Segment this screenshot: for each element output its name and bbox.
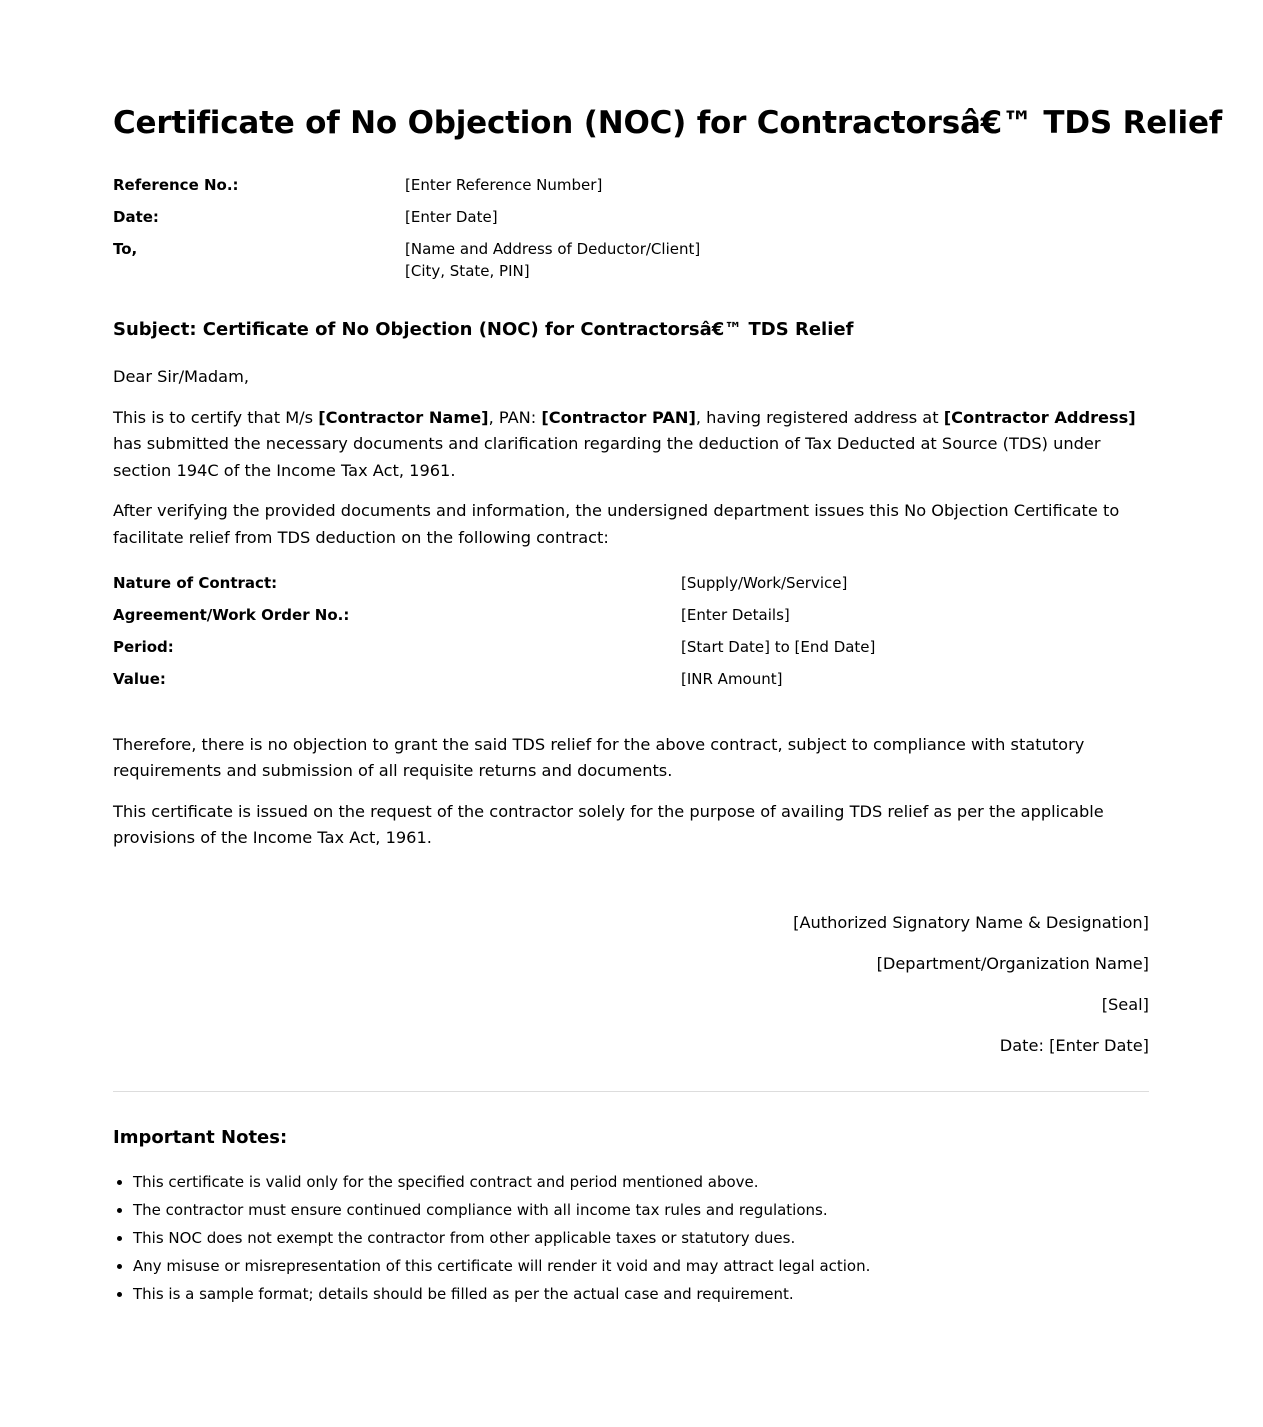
recipient-address-line-1: [Name and Address of Deductor/Client] <box>405 240 701 258</box>
recipient-address <box>405 238 1149 282</box>
list-item: • This NOC does not exempt the contractor from other applicable taxes or statutory dues. <box>133 1224 1149 1252</box>
work-order-value: [Enter Details] <box>681 605 790 624</box>
reference-value: [Enter Reference Number] <box>405 176 603 194</box>
signature-block <box>113 910 1149 1059</box>
seal-placeholder: [Seal] <box>1101 994 1149 1014</box>
para1-text-1: This is to certify that M/s <box>113 407 319 427</box>
certification-paragraph <box>113 405 1149 485</box>
recipient-label: To, <box>113 240 138 258</box>
notes-heading: Important Notes: <box>113 1126 288 1148</box>
para1-text-4: has submitted the necessary documents and clarification regarding the deduction of Tax Deducted at Source (TDS) under section 194C of the Income Tax Act, 1961. <box>113 434 1101 480</box>
issuance-paragraph: This certificate is issued on the request of the contractor solely for the purpose of availing TDS relief as per the applicable provisions of the Income Tax Act, 1961. <box>113 801 1104 848</box>
period-label: Period: <box>113 637 174 656</box>
salutation: Dear Sir/Madam, <box>113 367 250 386</box>
list-item: • This certificate is valid only for the specified contract and period mentioned above. <box>133 1168 1149 1196</box>
notes-list <box>113 1168 1149 1308</box>
contract-value-value: [INR Amount] <box>681 669 783 688</box>
recipient-address-line-2: [City, State, PIN] <box>405 262 530 280</box>
contractor-address: [Contractor Address] <box>943 407 1136 427</box>
contractor-pan: [Contractor PAN] <box>541 407 696 427</box>
contractor-name: [Contractor Name] <box>318 407 489 427</box>
list-item: • Any misuse or misrepresentation of this certificate will render it void and may attract legal action. <box>133 1252 1149 1280</box>
contract-nature-label: Nature of Contract: <box>113 573 278 592</box>
date-value: [Enter Date] <box>405 208 498 226</box>
signature-date: Date: [Enter Date] <box>999 1035 1149 1055</box>
verification-paragraph: After verifying the provided documents and information, the undersigned department issues this No Objection Certificate to facilitate relief from TDS deduction on the following contract: <box>113 501 1120 547</box>
document-title: Certificate of No Objection (NOC) for Contractorsâ€™ TDS Relief <box>113 105 1223 141</box>
recipient-row <box>113 238 1149 282</box>
contract-row <box>113 636 1149 668</box>
para1-text-3: , having registered address at <box>695 407 944 427</box>
certificate-document <box>113 0 1223 1308</box>
reference-label: Reference No.: <box>113 176 239 194</box>
no-objection-paragraph: Therefore, there is no objection to grant the said TDS relief for the above contract, subject to compliance with statutory requirements and submission of all requisite returns and documents. <box>113 734 1085 781</box>
date-label: Date: <box>113 208 159 226</box>
date-row <box>113 206 1149 238</box>
list-item: • The contractor must ensure continued compliance with all income tax rules and regulations. <box>133 1196 1149 1224</box>
list-item: • This is a sample format; details should be filled as per the actual case and requirement. <box>133 1280 1149 1308</box>
subject-heading: Subject: Certificate of No Objection (NOC) for Contractorsâ€™ TDS Relief <box>113 319 854 340</box>
contract-nature-value: [Supply/Work/Service] <box>681 573 848 592</box>
signatory-name: [Authorized Signatory Name & Designation] <box>793 912 1149 932</box>
header-meta-table <box>113 174 1149 282</box>
contract-row <box>113 604 1149 636</box>
section-divider <box>113 1091 1149 1092</box>
period-value: [Start Date] to [End Date] <box>681 637 876 656</box>
contract-value-label: Value: <box>113 669 166 688</box>
work-order-label: Agreement/Work Order No.: <box>113 605 350 624</box>
para1-text-2: , PAN: <box>488 407 542 427</box>
contract-details-table <box>113 572 1149 700</box>
reference-row <box>113 174 1149 206</box>
department-name: [Department/Organization Name] <box>876 953 1149 973</box>
contract-row <box>113 572 1149 604</box>
contract-row <box>113 668 1149 700</box>
